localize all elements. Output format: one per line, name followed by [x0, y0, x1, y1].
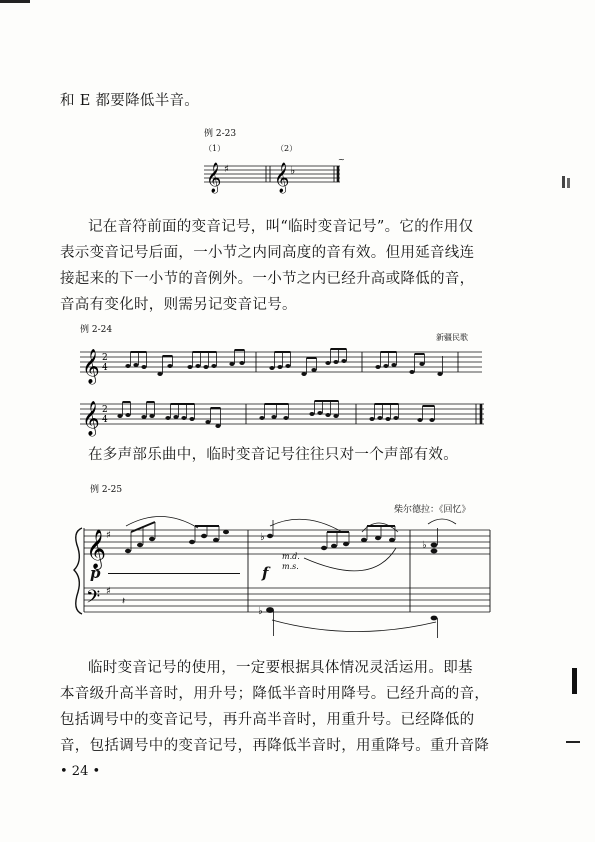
paragraph-2-line-4: 音高有变化时，则需另记变音记号。	[60, 297, 297, 313]
paragraph-2-line-2: 表示变音记号后面，一小节之内同高度的音有效。但用延音线连	[60, 245, 475, 261]
svg-text:♭: ♭	[422, 540, 427, 551]
treble-clef-icon: 𝄞	[82, 349, 100, 384]
treble-clef-icon: 𝄞	[82, 401, 100, 436]
paragraph-2-line-3: 接起来的下一小节的音例外。一小节之内已经升高或降低的音，	[60, 271, 475, 287]
dynamic-forte: f	[262, 564, 269, 582]
page-number: • 24 •	[60, 764, 101, 779]
example-2-23-mark-1: （1）	[204, 144, 226, 153]
svg-text:~: ~	[338, 155, 345, 164]
svg-text:♭: ♭	[290, 164, 296, 177]
example-2-24-source: 新疆民歌	[436, 333, 468, 342]
svg-text:𝄽: 𝄽	[122, 596, 126, 607]
svg-text:2: 2	[102, 405, 108, 415]
hand-marking-md: m.d.	[282, 552, 300, 561]
example-2-25-source: 柴尔德拉：《回忆》	[394, 505, 471, 515]
notes-group	[258, 606, 437, 638]
example-2-24-label: 例 2-24	[80, 325, 113, 335]
svg-text:♯: ♯	[106, 530, 111, 541]
svg-text:♯: ♯	[224, 164, 229, 175]
treble-clef-icon: 𝄞	[206, 163, 222, 193]
edge-mark	[567, 178, 570, 188]
example-2-23-label: 例 2-23	[204, 129, 237, 139]
paragraph-4-line-2: 本音级升高半音时，用升号；降低半音时用降号。已经升高的音，	[60, 686, 490, 702]
svg-text:4: 4	[102, 415, 108, 425]
paragraph-4-line-3: 包括调号中的变音记号，再升高半音时，用重升号。已经降低的	[60, 712, 475, 728]
hand-marking-ms: m.s.	[282, 562, 299, 571]
edge-mark	[572, 668, 577, 694]
example-2-25-label: 例 2-25	[90, 485, 123, 495]
paragraph-3: 在多声部乐曲中，临时变音记号往往只对一个声部有效。	[88, 447, 458, 463]
svg-text:♭: ♭	[260, 532, 265, 543]
edge-mark	[562, 176, 565, 188]
bass-clef-icon: 𝄢	[86, 587, 101, 612]
paragraph-4-line-1: 临时变音记号的使用，一定要根据具体情况灵活运用。即基	[88, 660, 473, 676]
svg-text:2: 2	[102, 353, 108, 363]
svg-text:4: 4	[102, 363, 108, 373]
example-2-24-staff-1	[80, 346, 490, 382]
crescendo-line	[108, 573, 240, 574]
example-2-23-mark-2: （2）	[276, 144, 298, 153]
treble-clef-icon: 𝄞	[86, 529, 107, 569]
svg-text:♭: ♭	[258, 606, 263, 617]
edge-mark	[566, 741, 580, 743]
paragraph-4-line-4: 音，包括调号中的变音记号，再降低半音时，用重降号。重升音降	[60, 738, 490, 754]
paragraph-1: 和 E 都要降低半音。	[60, 93, 200, 109]
treble-clef-icon: 𝄞	[274, 163, 290, 193]
example-2-23-staff	[204, 155, 345, 198]
svg-text:♯: ♯	[106, 586, 111, 597]
dynamic-piano: p	[90, 564, 101, 582]
corner-mark	[0, 0, 30, 3]
example-2-24-staff-2	[80, 398, 490, 434]
paragraph-2-line-1: 记在音符前面的变音记号，叫“临时变音记号”。它的作用仅	[88, 219, 474, 235]
notes-group	[260, 519, 398, 571]
example-2-25-grand-staff	[72, 518, 492, 648]
